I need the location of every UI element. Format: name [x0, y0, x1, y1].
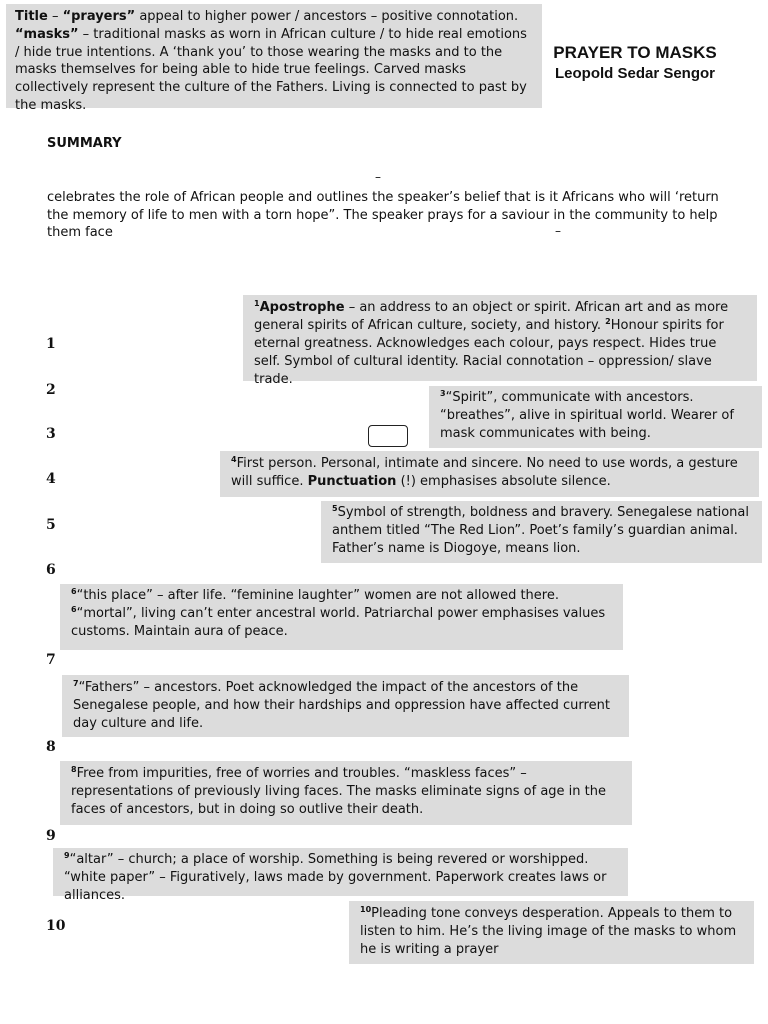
line-number: 4: [46, 471, 56, 487]
note-marker: 2: [605, 317, 611, 326]
note-text: “this place” – after life. “feminine laughter” women are not allowed there.: [76, 588, 559, 603]
masks-term: “masks”: [15, 26, 79, 42]
note-text: “Spirit”, communicate with ancestors. “breathes”, alive in spiritual world. Wearer of mask communicates with being.: [440, 390, 734, 441]
note-text: (!) emphasises absolute silence.: [396, 474, 611, 489]
annotation-note-10: [349, 901, 754, 964]
note-text: “Fathers” – ancestors. Poet acknowledged the impact of the ancestors of the Senegalese people, and how their hardships and oppression have affected current day culture and life.: [73, 680, 610, 731]
summary-dash-top: –: [375, 170, 381, 184]
annotation-note-8: [60, 761, 632, 825]
line-number: 7: [46, 652, 56, 668]
note-marker: 7: [73, 679, 79, 688]
summary-heading: SUMMARY: [47, 136, 122, 151]
note-marker: 6: [71, 587, 77, 596]
line-number: 8: [46, 739, 56, 755]
note-text: Pleading tone conveys desperation. Appeals to them to listen to him. He’s the living image of the masks to whom he is writing a prayer: [360, 906, 737, 957]
title-dash: –: [47, 9, 63, 24]
line-number: 3: [46, 426, 56, 442]
blank-answer-field[interactable]: [368, 425, 408, 447]
note-marker: 1: [254, 299, 260, 308]
annotation-note-7: [62, 675, 629, 737]
note-marker: 8: [71, 765, 77, 774]
note-marker: 6: [71, 605, 77, 614]
note-marker: 9: [64, 851, 70, 860]
title-label: Title: [15, 9, 48, 24]
masks-text: – traditional masks as worn in African culture / to hide real emotions / hide true intentions. A ‘thank you’ to those wearing the masks and to the masks themselves for being able to hide true feelings. Carved masks collectively represent the culture of the Fathers. Living is connected to past by the masks.: [15, 26, 527, 113]
note-text: “mortal”, living can’t enter ancestral world. Patriarchal power emphasises values customs. Maintain aura of peace.: [71, 606, 606, 639]
note-text: Honour spirits for eternal greatness. Acknowledges each colour, pays respect. Hides true self. Symbol of cultural identity. Racial connotation – oppression/ slave trade.: [254, 318, 724, 387]
annotation-note-5: [321, 501, 762, 563]
note-marker: 3: [440, 389, 446, 398]
line-number: 1: [46, 336, 56, 352]
annotation-note-1: [243, 295, 757, 387]
punctuation-term: Punctuation: [307, 474, 397, 489]
note-text: Symbol of strength, boldness and bravery. Senegalese national anthem titled “The Red Lion”. Poet’s family’s guardian animal. Father’s name is Diogoye, means lion.: [332, 505, 750, 556]
note-text: “altar” – church; a place of worship. Something is being revered or worshipped. “white paper” – Figuratively, laws made by government. Paperwork creates laws or alliances.: [64, 852, 607, 903]
note-marker: 10: [360, 905, 372, 914]
title-annotation-box: [6, 4, 542, 113]
line-number: 9: [46, 828, 56, 844]
prayers-text: appeal to higher power / ancestors – positive connotation.: [135, 9, 519, 24]
annotation-note-4: [220, 451, 759, 497]
summary-text: celebrates the role of African people and outlines the speaker’s belief that is it Africans who will ‘return the memory of life to men with a torn hope”. The speaker prays for a saviour in the community to help them face: [47, 190, 719, 241]
summary-dash-bottom: –: [555, 224, 561, 238]
apostrophe-term: Apostrophe: [259, 300, 345, 315]
note-text: – an address to an object or spirit. African art and as more general spirits of African culture, society, and history.: [254, 300, 729, 333]
note-marker: 4: [231, 455, 237, 464]
annotation-note-3: [429, 386, 762, 448]
note-text: First person. Personal, intimate and sincere. No need to use words, a gesture will suffice.: [231, 456, 738, 489]
note-text: Free from impurities, free of worries and troubles. “maskless faces” – representations of previously living faces. The masks eliminate signs of age in the faces of ancestors, but in doing so outlive their death.: [71, 766, 606, 817]
poem-author: Leopold Sedar Sengor: [554, 65, 716, 82]
annotation-note-6: [60, 584, 623, 650]
note-marker: 5: [332, 504, 338, 513]
prayers-term: “prayers”: [62, 9, 136, 24]
annotation-note-9: [53, 848, 628, 903]
poem-title: PRAYER TO MASKS: [553, 43, 717, 62]
line-number: 6: [46, 562, 56, 578]
line-number: 5: [46, 517, 56, 533]
line-number: 10: [46, 918, 66, 934]
line-number: 2: [46, 382, 56, 398]
